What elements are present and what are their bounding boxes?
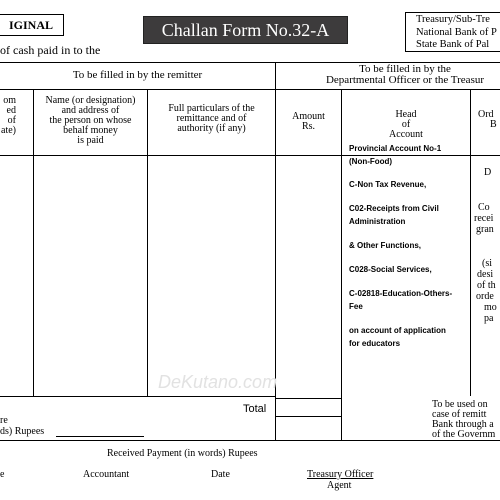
account-entry: C-Non Tax Revenue, [349,180,427,189]
page-title: Challan Form No.32-A [143,16,348,44]
header-line: Ord [478,109,494,120]
column-divider [147,89,148,396]
header-line: Full particulars of the [168,103,255,114]
treasury-line: National Bank of P [416,26,497,38]
original-copy-label: IGINAL [0,14,64,36]
header-line: behalf money [63,125,118,136]
account-entry: on account of application [349,326,446,335]
header-line: Amount [292,111,325,122]
officer-header-line: To be filled in by the [359,63,451,75]
header-line: ate) [1,125,16,136]
total-label: Total [243,403,267,415]
table-bottom-border [0,440,500,441]
account-entry: C028-Social Services, [349,265,432,274]
usage-note-line: Bank through a [432,419,494,430]
header-line: the person on whose [49,115,132,126]
order-text: pa [484,313,494,324]
accountant-label: Accountant [83,469,130,480]
order-text: gran [476,224,494,235]
account-entry: for educators [349,339,401,348]
total-box-bottom [275,416,342,417]
order-text: desi [477,269,494,280]
account-entry: (Non-Food) [349,157,393,166]
rupees-underline [56,436,144,437]
header-line: ed [6,105,16,116]
column-divider [341,89,342,440]
column-header-particulars [148,104,275,134]
total-box-top [275,398,342,399]
header-line: remittance and of [176,113,247,124]
header-line: B [490,119,497,130]
account-entry: & Other Functions, [349,241,421,250]
words-label-fragment: re [0,415,8,426]
agent-label: Agent [327,480,352,491]
header-line: authority (if any) [177,123,246,134]
signature-label: e [0,469,5,480]
column-header-amount [276,112,341,132]
rows-bottom-border [0,396,275,397]
column-header-date [0,96,16,136]
order-text: recei [474,213,494,224]
order-text: mo [484,302,497,313]
treasury-officer-label: Treasury Officer [307,469,374,480]
officer-header-line: Departmental Officer or the Treasur [325,74,485,86]
treasury-line: State Bank of Pal [416,39,490,50]
date-label: Date [211,469,230,480]
header-line: om [3,95,16,106]
header-line: Head [395,109,417,120]
column-header-head-of-account [342,110,470,140]
header-line: Account [389,129,423,140]
order-text: (si [482,258,492,269]
order-text: Co [478,202,490,213]
rupees-in-words-label: ds) Rupees [0,426,45,437]
account-entry: Administration [349,217,406,226]
account-entry: Fee [349,302,363,311]
header-line: Rs. [301,121,316,132]
order-text: orde [476,291,494,302]
treasury-bank-box [405,12,500,52]
header-line: and address of [61,105,120,116]
received-payment-label: Received Payment (in words) Rupees [107,448,258,459]
usage-note-line: To be used on [432,399,488,410]
header-line: is paid [77,135,104,146]
column-header-name [34,96,147,146]
usage-note-line: case of remitt [432,409,487,420]
order-text: of th [477,280,496,291]
account-entries [349,142,474,350]
remitter-section-header: To be filled in by the remitter [72,69,203,81]
account-entry: Provincial Account No-1 [349,144,442,153]
order-text: D [484,167,492,178]
usage-note-line: of the Governm [432,429,496,440]
header-line: Name (or designation) [45,95,136,106]
header-line: of [7,115,16,126]
treasury-line: Treasury/Sub-Tre [416,14,490,25]
account-entry: C02-Receipts from Civil [349,204,439,213]
column-header-order [478,110,500,130]
officer-section-header [275,64,500,86]
watermark: DeKutano.com [158,372,278,392]
account-entry: C-02818-Education-Others- [349,289,453,298]
section-header-border [0,89,500,90]
header-line: of [401,119,411,130]
form-subtitle: of cash paid in to the [0,43,101,57]
